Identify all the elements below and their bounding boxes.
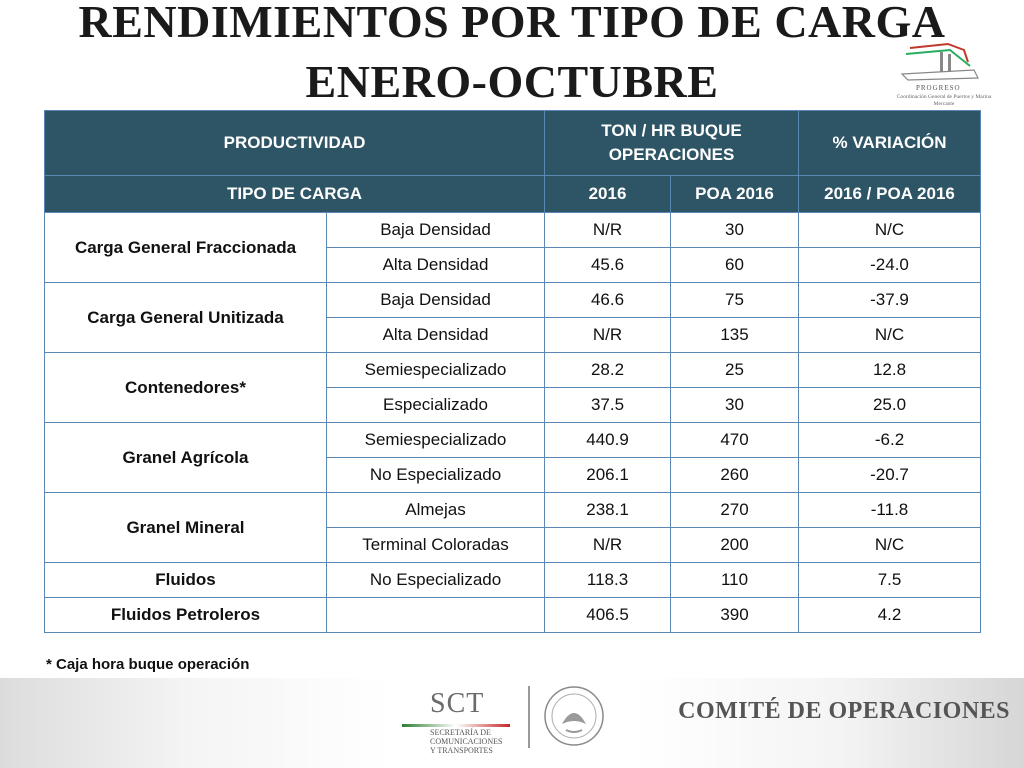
title-line-2: ENERO-OCTUBRE bbox=[305, 56, 719, 107]
value-poa-cell: 30 bbox=[671, 388, 799, 423]
comite-label: COMITÉ DE OPERACIONES bbox=[678, 698, 1010, 724]
subtype-cell: Especializado bbox=[327, 388, 545, 423]
subtype-cell: No Especializado bbox=[327, 458, 545, 493]
header-ratio: 2016 / POA 2016 bbox=[799, 176, 981, 213]
variation-cell: -24.0 bbox=[799, 248, 981, 283]
value-poa-cell: 390 bbox=[671, 598, 799, 633]
header-2016: 2016 bbox=[545, 176, 671, 213]
sct-name bbox=[430, 728, 502, 755]
value-2016-cell: N/R bbox=[545, 528, 671, 563]
footer-divider bbox=[528, 686, 530, 748]
variation-cell: -20.7 bbox=[799, 458, 981, 493]
header-row-1 bbox=[45, 111, 981, 176]
value-2016-cell: 28.2 bbox=[545, 353, 671, 388]
progreso-label: PROGRESO bbox=[916, 84, 961, 92]
footnote: * Caja hora buque operación bbox=[46, 656, 250, 673]
table-row bbox=[45, 423, 981, 458]
value-2016-cell: 45.6 bbox=[545, 248, 671, 283]
value-2016-cell: 118.3 bbox=[545, 563, 671, 598]
table-row bbox=[45, 563, 981, 598]
value-poa-cell: 470 bbox=[671, 423, 799, 458]
group-label: Granel Agrícola bbox=[45, 423, 327, 493]
table-row bbox=[45, 353, 981, 388]
variation-cell: 25.0 bbox=[799, 388, 981, 423]
subtype-cell: Terminal Coloradas bbox=[327, 528, 545, 563]
variation-cell: -37.9 bbox=[799, 283, 981, 318]
value-2016-cell: N/R bbox=[545, 213, 671, 248]
progreso-logo bbox=[888, 40, 992, 112]
subtype-cell: No Especializado bbox=[327, 563, 545, 598]
value-poa-cell: 60 bbox=[671, 248, 799, 283]
table-row bbox=[45, 598, 981, 633]
value-2016-cell: 37.5 bbox=[545, 388, 671, 423]
subtype-cell: Baja Densidad bbox=[327, 283, 545, 318]
sct-name-line: COMUNICACIONES bbox=[430, 737, 503, 746]
value-poa-cell: 270 bbox=[671, 493, 799, 528]
group-label: Fluidos bbox=[45, 563, 327, 598]
variation-cell: N/C bbox=[799, 213, 981, 248]
table-row bbox=[45, 213, 981, 248]
title-line-1: RENDIMIENTOS POR TIPO DE CARGA bbox=[78, 0, 946, 47]
footer-band bbox=[0, 678, 1024, 768]
subtype-cell: Almejas bbox=[327, 493, 545, 528]
sct-color-bar bbox=[402, 724, 510, 727]
subtype-cell: Baja Densidad bbox=[327, 213, 545, 248]
value-poa-cell: 110 bbox=[671, 563, 799, 598]
value-poa-cell: 30 bbox=[671, 213, 799, 248]
variation-cell: -11.8 bbox=[799, 493, 981, 528]
value-2016-cell: N/R bbox=[545, 318, 671, 353]
header-poa-2016: POA 2016 bbox=[671, 176, 799, 213]
variation-cell: -6.2 bbox=[799, 423, 981, 458]
header-productividad: PRODUCTIVIDAD bbox=[45, 111, 545, 176]
sct-name-line: Y TRANSPORTES bbox=[430, 746, 493, 755]
header-row-2 bbox=[45, 176, 981, 213]
productivity-table bbox=[44, 110, 981, 633]
header-ton-hr: TON / HR BUQUE OPERACIONES bbox=[545, 111, 799, 176]
progreso-subtitle: Coordinación General de Puertos y Marina Mercante bbox=[896, 94, 992, 107]
value-poa-cell: 200 bbox=[671, 528, 799, 563]
ship-icon bbox=[888, 40, 992, 86]
group-label: Carga General Fraccionada bbox=[45, 213, 327, 283]
group-label: Carga General Unitizada bbox=[45, 283, 327, 353]
sct-abbr: SCT bbox=[430, 688, 485, 719]
subtype-cell: Semiespecializado bbox=[327, 423, 545, 458]
value-poa-cell: 260 bbox=[671, 458, 799, 493]
group-label: Granel Mineral bbox=[45, 493, 327, 563]
table-row bbox=[45, 283, 981, 318]
header-variacion: % VARIACIÓN bbox=[799, 111, 981, 176]
sct-name-line: SECRETARÍA DE bbox=[430, 728, 491, 737]
subtype-cell: Alta Densidad bbox=[327, 248, 545, 283]
value-poa-cell: 75 bbox=[671, 283, 799, 318]
variation-cell: 4.2 bbox=[799, 598, 981, 633]
value-poa-cell: 25 bbox=[671, 353, 799, 388]
subtype-cell: Alta Densidad bbox=[327, 318, 545, 353]
subtype-cell: Semiespecializado bbox=[327, 353, 545, 388]
subtype-cell bbox=[327, 598, 545, 633]
header-tipo-carga: TIPO DE CARGA bbox=[45, 176, 545, 213]
sct-logo bbox=[400, 684, 520, 764]
group-label: Contenedores* bbox=[45, 353, 327, 423]
variation-cell: N/C bbox=[799, 318, 981, 353]
value-2016-cell: 406.5 bbox=[545, 598, 671, 633]
mexico-seal-icon bbox=[542, 684, 606, 748]
variation-cell: 7.5 bbox=[799, 563, 981, 598]
variation-cell: 12.8 bbox=[799, 353, 981, 388]
table-row bbox=[45, 493, 981, 528]
variation-cell: N/C bbox=[799, 528, 981, 563]
value-2016-cell: 238.1 bbox=[545, 493, 671, 528]
value-2016-cell: 206.1 bbox=[545, 458, 671, 493]
value-2016-cell: 440.9 bbox=[545, 423, 671, 458]
value-2016-cell: 46.6 bbox=[545, 283, 671, 318]
value-poa-cell: 135 bbox=[671, 318, 799, 353]
group-label: Fluidos Petroleros bbox=[45, 598, 327, 633]
